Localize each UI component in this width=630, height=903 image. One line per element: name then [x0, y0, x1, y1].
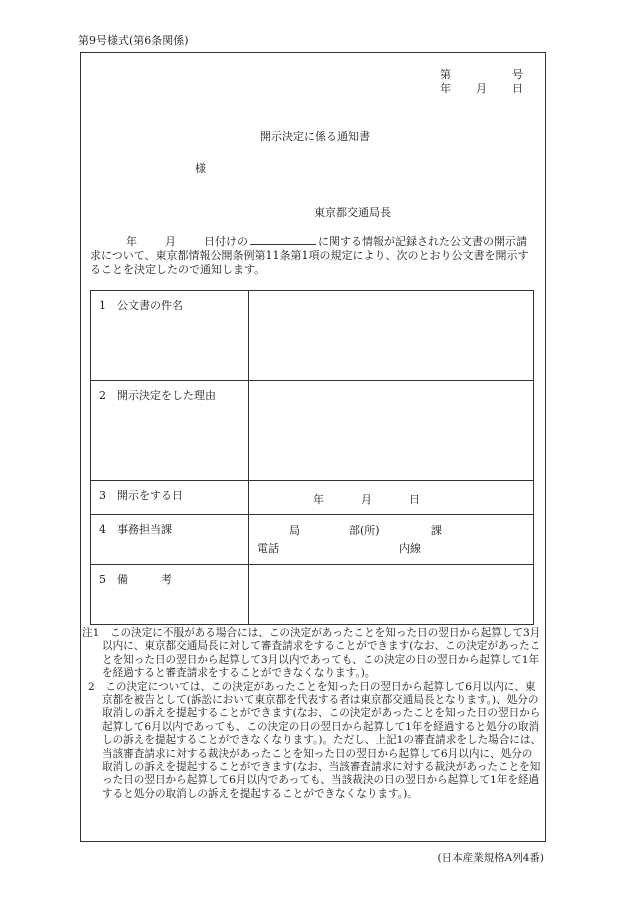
addressee: 様 — [195, 162, 206, 175]
intro-paragraph — [90, 234, 536, 277]
date-month: 月 — [361, 492, 372, 506]
document-number-block — [440, 68, 524, 96]
doc-number-go: 号 — [512, 68, 523, 81]
form-code: 第9号様式(第6条関係) — [78, 34, 189, 47]
date-day: 日 — [409, 492, 420, 506]
table-row — [91, 481, 534, 515]
note-1: 注1 この決定に不服がある場合には、この決定があったことを知った日の翌日から起算して3月以内に、東京都交通局長に対して審査請求をすることができます(なお、この決定があったことを知った日の翌日から起算して3月以内であっても、この決定の日の翌日から起算して1年を経過すると審査請求をすることができなくなります。)。 — [82, 627, 541, 680]
note-2: 2 この決定については、この決定があったことを知った日の翌日から起算して6月以内に、東京都を被告として(訴訟において東京都を代表する者は東京都交通局長となります。)、処分の取消しの訴えを提起することができます(なお、この決定があったことを知った日の翌日から起算して6月以内であっても、この決定の日の翌日から起算して1年を経過すると処分の取消しの訴えを提起することができなくなります。)。ただし、上記1の審査請求をした場合には、当該審査請求に対する裁決があったことを知った日の翌日から起算して6月以内に、処分の取消しの訴えを提起することができます(なお、当該審査請求に対する裁決があったことを知った日の翌日から起算して6月以内であっても、当該裁決の日の翌日から起算して1年を経過すると処分の取消しの訴えを提起することができなくなります。)。 — [88, 680, 542, 800]
table-row — [91, 291, 534, 381]
row-label: 3 開示をする日 — [91, 481, 249, 515]
table-row — [91, 565, 534, 625]
row-label: 5 備 考 — [91, 565, 249, 625]
row-label: 1 公文書の件名 — [91, 291, 249, 381]
doc-number-dai: 第 — [440, 68, 451, 81]
row-value-remarks — [249, 565, 534, 625]
office-ka: 課 — [431, 524, 442, 537]
row-value-date — [249, 481, 534, 515]
row-label: 2 開示決定をした理由 — [91, 381, 249, 481]
row-value-reason — [249, 381, 534, 481]
intro-blank-line — [250, 234, 316, 245]
intro-month: 月 — [165, 235, 176, 248]
office-ext-label: 内線 — [399, 542, 421, 555]
intro-body: に関する情報が記録された公文書の開示請求について、東京都情報公開条例第11条第1項の規定により、次のとおり公文書を開示することを決定したので通知します。 — [90, 235, 529, 276]
date-year: 年 — [313, 492, 324, 506]
row-value-subject — [249, 291, 534, 381]
details-table — [90, 290, 534, 625]
office-bu: 部(所) — [349, 524, 380, 537]
table-row — [91, 381, 534, 481]
row-value-office — [249, 515, 534, 565]
doc-date-year: 年 — [440, 82, 451, 95]
document-title: 開示決定に係る通知書 — [260, 130, 370, 143]
doc-date-day: 日 — [512, 82, 523, 95]
intro-year: 年 — [126, 235, 137, 248]
paper-standard: (日本産業規格A列4番) — [437, 852, 544, 864]
row-label: 4 事務担当課 — [91, 515, 249, 565]
table-row — [91, 515, 534, 565]
office-kyoku: 局 — [289, 524, 300, 537]
doc-date-month: 月 — [476, 82, 487, 95]
notes-section — [82, 627, 542, 801]
intro-day-suffix: 日付けの — [204, 235, 248, 248]
sender: 東京都交通局長 — [314, 206, 391, 219]
office-phone-label: 電話 — [257, 542, 279, 555]
